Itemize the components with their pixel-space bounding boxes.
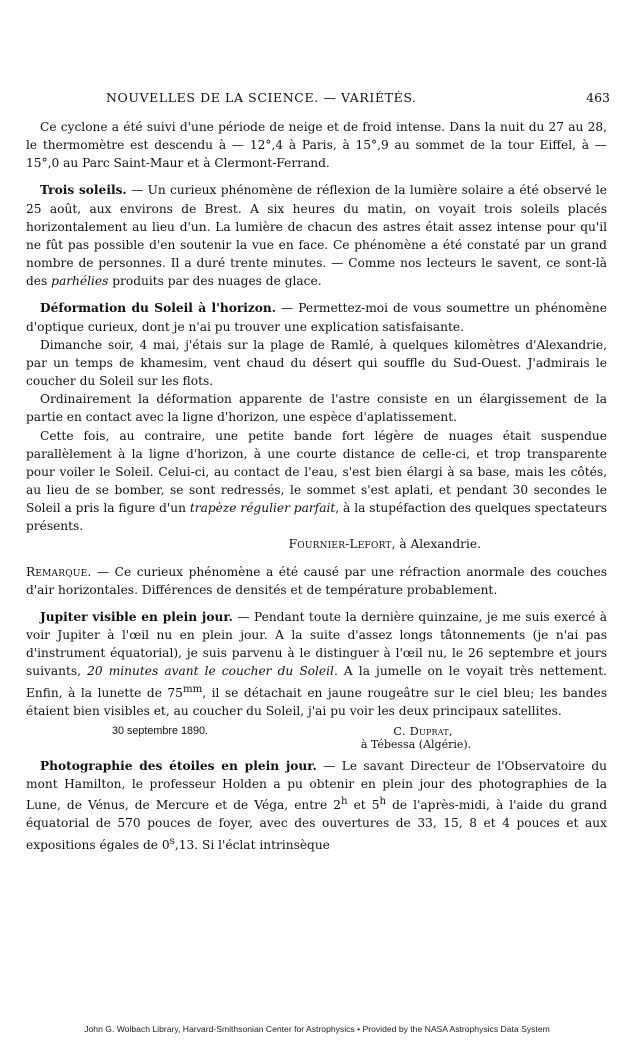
page-number: 463 xyxy=(586,90,610,105)
paragraph-cyclone: Ce cyclone a été suivi d'une période de neige et de froid intense. Dans la nuit du 27 au 28, le thermomètre est descendu à — 12°,4 à Paris, à 15°,9 au sommet de la tour Eiffel, à — 15°,0 au Parc Saint-Maur et à Clermont-Ferrand. xyxy=(26,120,607,171)
paragraph-deformation-4: Cette fois, au contraire, une petite bande fort légère de nuages était suspendue parallèlement à la ligne d'horizon, à une courte distance de celle-ci, et trop transparente pour voiler le Soleil. Celui-ci, au contact de l'eau, s'est bien élargi à sa base, mais les côtés, au lieu de se bomber, se sont redressés, le sommet s'est aplati, et pendant 30 secondes le Soleil a pris la figure d'un trapèze régulier parfait, à la stupéfaction des quelques spectateurs présents. xyxy=(26,428,607,534)
signature-name: C. Duprat, xyxy=(393,723,453,738)
running-title: NOUVELLES DE LA SCIENCE. — VARIÉTÉS. xyxy=(106,90,417,105)
paragraph-deformation-intro: Déformation du Soleil à l'horizon. — Permettez-moi de vous soumettre un phénomène d'optique curieux, dont je n'ai pu trouver une explication satisfaisante. xyxy=(26,301,607,334)
paragraph-remarque: Remarque. — Ce curieux phénomène a été causé par une réfraction anormale des couches d'air horizontales. Différences de densités et de température probablement. xyxy=(26,564,607,597)
paragraph-photographie: Photographie des étoiles en plein jour. — Le savant Directeur de l'Observatoire du mont Hamilton, le professeur Holden a pu obtenir en plein jour des photographies de la Lune, de Vénus, de Mercure et de Véga, entre 2$^h$ et 5$^h$ de l'après-midi, à l'aide du grand équatorial de 570 pouces de foyer, avec des ouvertures de 33, 15, 8 et 4 pouces et aux expositions égales de 0$^s$,13. Si l'éclat intrinsèque xyxy=(26,758,608,852)
section-heading-photographie: Photographie des étoiles en plein jour. xyxy=(40,758,317,773)
paragraph-deformation-3: Ordinairement la déformation apparente de l'astre consiste en un élargissement de la partie en contact avec la ligne d'horizon, une espèce d'aplatissement. xyxy=(26,392,607,425)
paragraph-deformation-2: Dimanche soir, 4 mai, j'étais sur la plage de Ramlé, à quelques kilomètres d'Alexandrie, par un temps de khamesim, vent chaud du désert qui souffle du Sud-Ouest. J'admirais le coucher du Soleil sur les flots. xyxy=(26,337,607,389)
section-heading-jupiter: Jupiter visible en plein jour. xyxy=(40,609,233,624)
section-heading-deformation: Déformation du Soleil à l'horizon. xyxy=(40,301,277,316)
running-header xyxy=(30,90,610,108)
signature-place: à Tébessa (Algérie). xyxy=(360,737,472,751)
signature-fournier-lefort: Fournier-Lefort, à Alexandrie. xyxy=(288,537,481,552)
remarque-label: Remarque. xyxy=(26,564,92,579)
paragraph-trois-soleils: Trois soleils. — Un curieux phénomène de réflexion de la lumière solaire a été observé le 25 août, aux environs de Brest. A six heures du matin, on voyait trois soleils placés horizontalement au lieu d'un. La lumière de chacun des astres était assez intense pour qu'il ne fût pas possible d'en soutenir la vue en face. Ce phénomène a été constaté par un grand nombre de personnes. Il a duré trente minutes. — Comme nos lecteurs le savent, ce sont-là des parhélies produits par des nuages de glace. xyxy=(26,183,607,289)
library-footer: John G. Wolbach Library, Harvard-Smithsonian Center for Astrophysics • Provided by the NASA Astrophysics Data System xyxy=(84,1024,550,1034)
letter-date: 30 septembre 1890. xyxy=(112,724,209,737)
paragraph-jupiter: Jupiter visible en plein jour. — Pendant toute la dernière quinzaine, je me suis exercé à voir Jupiter à l'œil nu en plein jour. A la suite d'assez longs tâtonnements (je n'ai pas d'instrument équatorial), je suis parvenu à le distinguer à l'œil nu, le 26 septembre et jours suivants, 20 minutes avant le coucher du Soleil. A la jumelle on le voyait très nettement. Enfin, à la lunette de $75^{mm}$, il se détachait en jaune rougeâtre sur le ciel bleu; les bandes étaient bien visibles et, au coucher du Soleil, j'ai pu voir les deux principaux satellites. xyxy=(26,609,608,718)
section-heading-trois-soleils: Trois soleils. xyxy=(40,183,127,198)
signature-duprat xyxy=(26,722,607,752)
article-body xyxy=(26,118,607,854)
